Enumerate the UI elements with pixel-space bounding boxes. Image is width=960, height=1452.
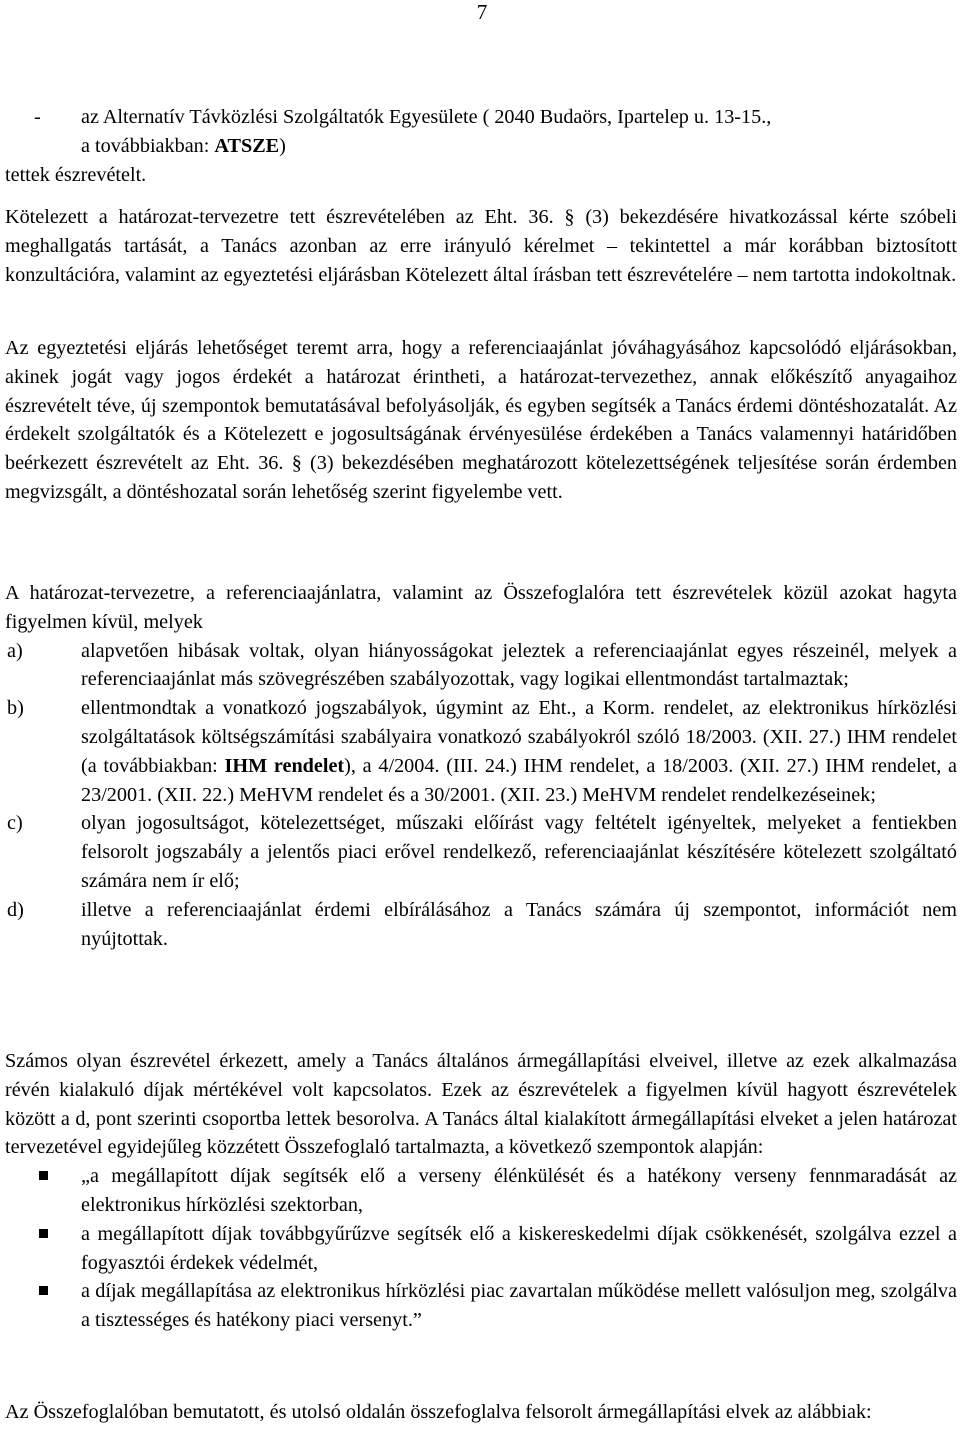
bullet-item [5,1220,957,1278]
paragraph-1-text: Kötelezett a határozat-tervezetre tett észrevételében az Eht. 36. § (3) bekezdésére hivatkozással kérte szóbeli meghallgatás tartását, a Tanács azonban az erre irányuló kérelmet – tekintettel a már korábban biztosított konzultációra, valamint az egyeztetési eljárásban Kötelezett által írásban tett észrevételére – nem tartotta indokoltnak. [5,206,957,286]
list-item-c [5,809,957,895]
list-text-c: olyan jogosultságot, kötelezettséget, műszaki előírást vagy feltételt igényeltek, melyeket a fentiekben felsorolt jogszabály a jelentős piaci erővel rendelkező, referenciaajánlat készítésére kötelezett szolgáltató számára nem ír elő; [81,812,957,892]
paragraph-4-text: Számos olyan észrevétel érkezett, amely a Tanács általános ármegállapítási elveivel, illetve az ezek alkalmazása révén kialakuló díjak mértékével volt kapcsolatos. Ezek az észrevételek a figyelmen kívül hagyott észrevételek között a d, pont szerinti csoportba lettek besorolva. A Tanács által kialakított ármegállapítási elveket a jelen határozat tervezetével egyidejűleg közzétett Összefoglaló tartalmazta, a következő szempontok alapján: [5,1050,957,1159]
list-text-d: illetve a referenciaajánlat érdemi elbírálásához a Tanács számára új szempontot, információt nem nyújtottak. [81,898,957,950]
list-label-d: d) [7,898,24,921]
list-item-d [5,896,957,954]
intro-line-3: tettek észrevételt. [5,163,147,186]
intro-line-2: a továbbiakban: ATSZE) [81,134,286,157]
list-text-b: ellentmondtak a vonatkozó jogszabályok, úgymint az Eht., a Korm. rendelet, az elektronikus hírközlési szolgáltatások költségszámítási szabályaira vonatkozó szabályokról szóló 18/2003. (XII. 27.) IHM rendelet (a továbbiakban: IHM rendelet), a 4/2004. (III. 24.) IHM rendelet, a 18/2003. (XII. 27.) IHM rendelet, a 23/2001. (XII. 22.) MeHVM rendelet és a 30/2001. (XII. 23.) MeHVM rendelet rendelkezéseinek; [81,697,958,806]
intro-dash-item [5,103,957,161]
page-number: 7 [476,0,488,24]
list-item-b [5,694,957,809]
paragraph-1 [5,203,957,289]
list-label-c: c) [7,812,23,835]
bullet-item [5,1162,957,1220]
dash-marker: - [34,106,41,128]
paragraph-3-text: A határozat-tervezetre, a referenciaajánlatra, valamint az Összefoglalóra tett észrevételek közül azokat hagyta figyelmen kívül, melyek [5,582,957,633]
paragraph-5-text: Az Összefoglalóban bemutatott, és utolsó oldalán összefoglalva felsorolt ármegállapítási elvek az alábbiak: [5,1401,872,1423]
ihm-rendelet-term: IHM rendelet [224,754,345,777]
list-label-a: a) [7,639,23,662]
paragraph-4 [5,1047,957,1335]
bullet-item [5,1277,957,1335]
square-bullet-icon [5,1162,81,1220]
paragraph-2 [5,334,957,507]
square-bullet-icon [5,1220,81,1278]
list-label-b: b) [7,697,24,720]
paragraph-5 [5,1398,957,1427]
paragraph-3 [5,579,957,953]
intro-block [5,103,957,189]
bullet-text: a megállapított díjak továbbgyűrűzve segítsék elő a kiskereskedelmi díjak csökkenését, szolgálva ezzel a fogyasztói érdekek védelmét, [81,1222,957,1274]
paragraph-2-text: Az egyeztetési eljárás lehetőséget teremt arra, hogy a referenciaajánlat jóváhagyásához kapcsolódó eljárásokban, akinek jogát vagy jogos érdekét a határozat érintheti, a határozat-tervezethez, annak előkészítő anyagaihoz észrevételt téve, új szempontok bemutatásával befolyásolják, és egyben segítsék a Tanács érdemi döntéshozatalát. Az érdekelt szolgáltatók és a Kötelezett e jogosultságának érvényesülése érdekében a Tanács valamennyi határidőben beérkezett észrevételt az Eht. 36. § (3) bekezdésében meghatározott kötelezettségének teljesítése során érdemben megvizsgált, a döntéshozatal során lehetőség szerint figyelembe vett. [5,337,957,503]
intro-line-1: az Alternatív Távközlési Szolgáltatók Egyesülete ( 2040 Budaörs, Ipartelep u. 13-15., [81,106,772,128]
list-item-a [5,637,957,695]
bullet-text: a díjak megállapítása az elektronikus hírközlési piac zavartalan működése mellett valósuljon meg, szolgálva a tisztességes és hatékony piaci versenyt.” [81,1280,957,1332]
list-text-a: alapvetően hibásak voltak, olyan hiányosságokat jeleztek a referenciaajánlat egyes részeinél, melyek a referenciaajánlat más szövegrészében szabályozottak, vagy logikai ellentmondást tartalmaztak; [81,639,957,691]
square-bullet-icon [5,1277,81,1335]
atsze-abbrev: ATSZE [214,134,280,157]
bullet-text: „a megállapított díjak segítsék elő a verseny élénkülését és a hatékony verseny fennmaradását az elektronikus hírközlési szektorban, [81,1165,957,1216]
